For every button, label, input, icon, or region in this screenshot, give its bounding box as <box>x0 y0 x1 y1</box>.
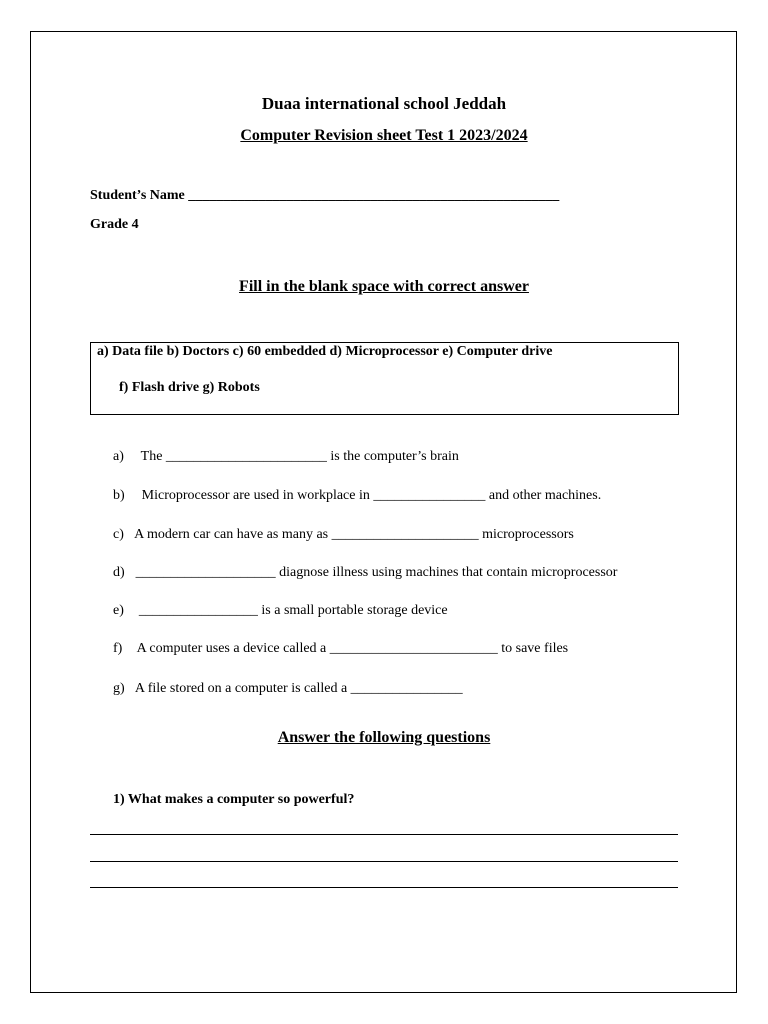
question-e <box>113 603 448 619</box>
fill-blank-heading: Fill in the blank space with correct answer <box>239 278 529 295</box>
question-text: Microprocessor are used in workplace in ________________ and other machines. <box>141 488 602 503</box>
question-text: A modern car can have as many as _____________________ microprocessors <box>134 527 574 542</box>
student-name-field: Student’s Name _____________________________________________________ <box>90 188 560 203</box>
school-name: Duaa international school Jeddah <box>261 94 507 113</box>
question-d <box>113 565 617 581</box>
question-letter: e) <box>113 603 124 618</box>
question-letter: c) <box>113 527 124 542</box>
answer-line <box>90 887 678 888</box>
question-text: _________________ is a small portable storage device <box>138 603 448 618</box>
word-bank-row-1: a) Data file b) Doctors c) 60 embedded d) Microprocessor e) Computer drive <box>97 344 553 359</box>
answer-line <box>90 861 678 862</box>
question-text: The _______________________ is the computer’s brain <box>140 449 459 464</box>
question-letter: b) <box>113 488 125 503</box>
word-bank-box <box>90 342 679 415</box>
sheet-title: Computer Revision sheet Test 1 2023/2024 <box>240 127 528 144</box>
question-b <box>113 488 601 504</box>
question-letter: a) <box>113 449 124 464</box>
answer-questions-heading: Answer the following questions <box>277 729 491 746</box>
question-text: A file stored on a computer is called a ________________ <box>134 681 463 696</box>
page-border <box>30 31 737 993</box>
question-c <box>113 527 574 543</box>
grade-label: Grade 4 <box>90 217 139 232</box>
question-1: 1) What makes a computer so powerful? <box>113 792 355 807</box>
word-bank-row-2: f) Flash drive g) Robots <box>119 380 260 395</box>
question-letter: g) <box>113 681 125 696</box>
question-letter: d) <box>113 565 125 580</box>
question-g <box>113 681 463 697</box>
question-text: ____________________ diagnose illness using machines that contain microprocessor <box>135 565 618 580</box>
question-f <box>113 641 568 657</box>
question-a <box>113 449 459 465</box>
question-letter: f) <box>113 641 123 656</box>
question-text: A computer uses a device called a ________________________ to save files <box>136 641 569 656</box>
answer-line <box>90 834 678 835</box>
